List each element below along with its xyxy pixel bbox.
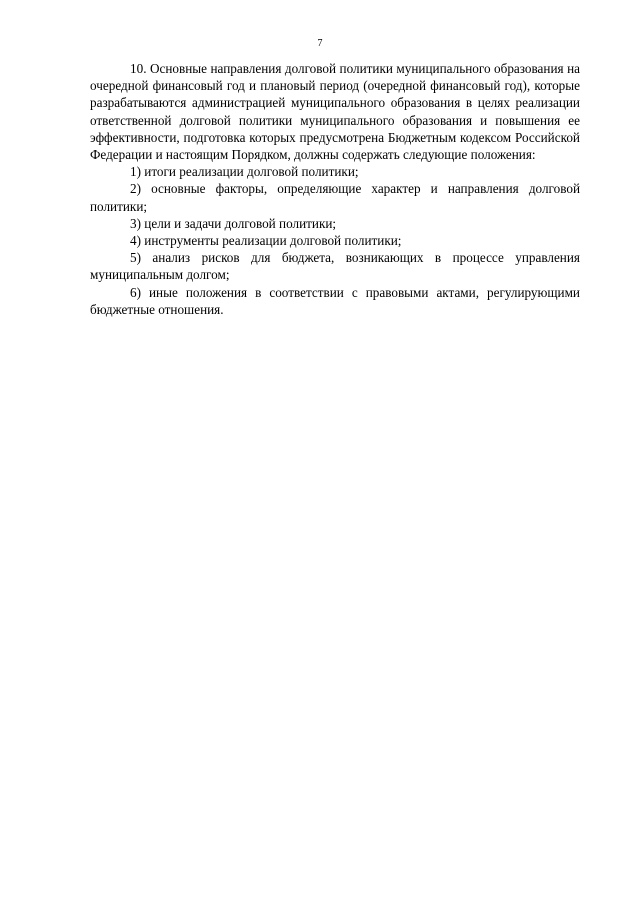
list-item-4: 4) инструменты реализации долговой политики; xyxy=(130,233,402,249)
list-item-3: 3) цели и задачи долговой политики; xyxy=(130,215,337,231)
list-item-6: 6) иные положения в соответствии с правовыми актами, регулирующими бюджетные отношения. xyxy=(90,284,580,317)
list-item-2: 2) основные факторы, определяющие характер и направления долговой политики; xyxy=(90,181,580,214)
list-item-5: 5) анализ рисков для бюджета, возникающих в процессе управления муниципальным долгом; xyxy=(90,250,580,283)
page-number: 7 xyxy=(317,38,323,49)
document-body xyxy=(90,60,580,318)
paragraph-debt-policy-intro: 10. Основные направления долговой политики муниципального образования на очередной финансовый год и плановый период (очередной финансовый год), которые разрабатываются администрацией муниципального образования в целях реализации ответственной долговой политики муниципального образования и повышения ее эффективности, подготовка которых предусмотрена Бюджетным кодексом Российской Федерации и настоящим Порядком, должны содержать следующие положения: xyxy=(90,61,580,163)
list-item-1: 1) итоги реализации долговой политики; xyxy=(130,164,359,180)
